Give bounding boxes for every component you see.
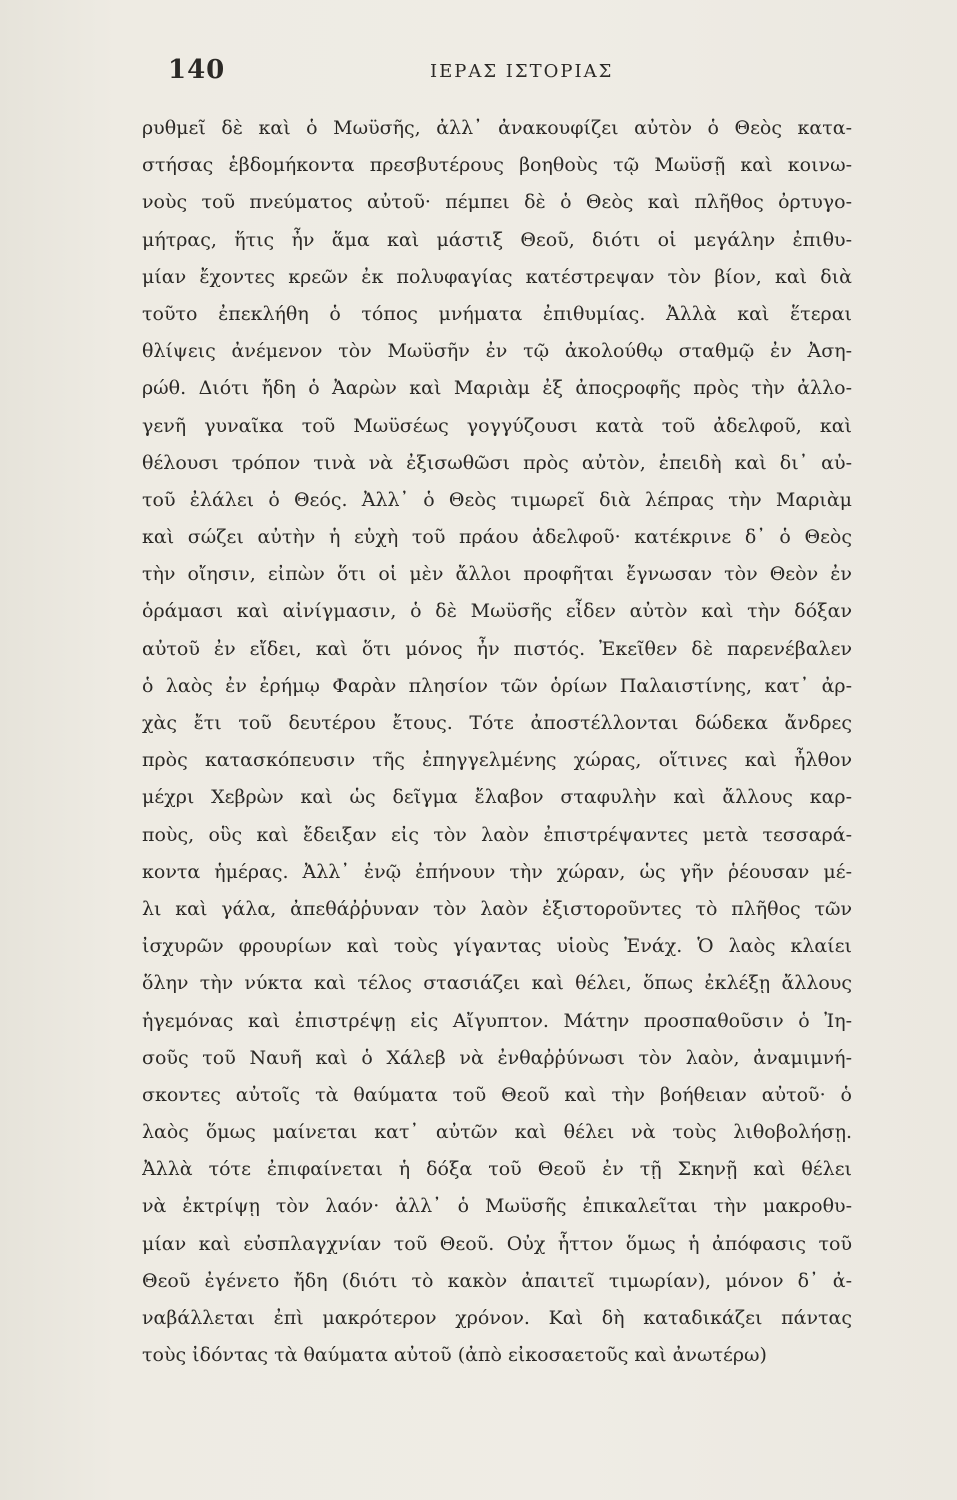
text-line: τοῦτο ἐπεκλήθη ὁ τόπος μνήματα ἐπιθυμίας. Ἀλλὰ καὶ ἕτεραι (142, 302, 852, 325)
text-line: κοντα ἡμέρας. Ἀλλ᾽ ἐνῷ ἐπήνουν τὴν χώραν, ὡς γῆν ῥέουσαν μέ- (142, 860, 852, 883)
text-line: αὐτοῦ ἐν εἴδει, καὶ ὅτι μόνος ἦν πιστός. Ἐκεῖθεν δὲ παρενέβαλεν (142, 637, 852, 660)
text-line: Θεοῦ ἐγένετο ἤδη (διότι τὸ κακὸν ἀπαιτεῖ τιμωρίαν), μόνον δ᾽ ἀ- (142, 1269, 852, 1292)
text-line: θλίψεις ἀνέμενον τὸν Μωϋσῆν ἐν τῷ ἀκολούθῳ σταθμῷ ἐν Ἀση- (142, 340, 852, 363)
text-line: νὰ ἐκτρίψῃ τὸν λαόν· ἀλλ᾽ ὁ Μωϋσῆς ἐπικαλεῖται τὴν μακροθυ- (142, 1195, 852, 1218)
text-line: θέλουσι τρόπον τινὰ νὰ ἐξισωθῶσι πρὸς αὐτὸν, ἐπειδὴ καὶ δι᾽ αὐ- (142, 451, 852, 474)
text-line: τὴν οἴησιν, εἰπὼν ὅτι οἱ μὲν ἄλλοι προφῆται ἔγνωσαν τὸν Θεὸν ἐν (142, 563, 852, 586)
running-head (168, 55, 878, 95)
text-line: σοῦς τοῦ Ναυῆ καὶ ὁ Χάλεβ νὰ ἐνθαῤῥύνωσι τὸν λαὸν, ἀναμιμνή- (142, 1046, 852, 1069)
text-line: μίαν καὶ εὐσπλαγχνίαν τοῦ Θεοῦ. Οὐχ ἧττον ὅμως ἡ ἀπόφασις τοῦ (142, 1232, 852, 1255)
text-line: καὶ σώζει αὐτὴν ἡ εὐχὴ τοῦ πράου ἀδελφοῦ· κατέκρινε δ᾽ ὁ Θεὸς (142, 526, 852, 549)
text-line: μίαν ἔχοντες κρεῶν ἐκ πολυφαγίας κατέστρεψαν τὸν βίον, καὶ διὰ (142, 265, 852, 288)
text-line: νοὺς τοῦ πνεύματος αὐτοῦ· πέμπει δὲ ὁ Θεὸς καὶ πλῆθος ὀρτυγο- (142, 191, 852, 214)
text-line: στήσας ἑβδομήκοντα πρεσβυτέρους βοηθοὺς τῷ Μωϋσῇ καὶ κοινω- (142, 154, 852, 177)
text-line: λαὸς ὅμως μαίνεται κατ᾽ αὐτῶν καὶ θέλει νὰ τοὺς λιθοβολήσῃ. (142, 1121, 852, 1144)
text-line: ὁ λαὸς ἐν ἐρήμῳ Φαρὰν πλησίον τῶν ὁρίων Παλαιστίνης, κατ᾽ ἀρ- (142, 674, 852, 697)
text-line: πρὸς κατασκόπευσιν τῆς ἐπηγγελμένης χώρας, οἵτινες καὶ ἦλθον (142, 749, 852, 772)
text-line: ὁράμασι καὶ αἰνίγμασιν, ὁ δὲ Μωϋσῆς εἶδεν αὐτὸν καὶ τὴν δόξαν (142, 600, 852, 623)
text-line: ρώθ. Διότι ἤδη ὁ Ἀαρὼν καὶ Μαριὰμ ἐξ ἀποςροφῆς πρὸς τὴν ἀλλο- (142, 377, 852, 400)
text-line: Ἀλλὰ τότε ἐπιφαίνεται ἡ δόξα τοῦ Θεοῦ ἐν τῇ Σκηνῇ καὶ θέλει (142, 1158, 852, 1181)
text-line: ναβάλλεται ἐπὶ μακρότερον χρόνον. Καὶ δὴ καταδικάζει πάντας (142, 1307, 852, 1329)
text-line: ἡγεμόνας καὶ ἐπιστρέψῃ εἰς Αἴγυπτον. Μάτην προσπαθοῦσιν ὁ Ἰη- (142, 1009, 852, 1032)
text-line: χὰς ἔτι τοῦ δευτέρου ἔτους. Τότε ἀποστέλλονται δώδεκα ἄνδρες (142, 712, 852, 734)
text-line: ὅλην τὴν νύκτα καὶ τέλος στασιάζει καὶ θέλει, ὅπως ἐκλέξῃ ἄλλους (142, 972, 852, 995)
text-line: ρυθμεῖ δὲ καὶ ὁ Μωϋσῆς, ἀλλ᾽ ἀνακουφίζει αὐτὸν ὁ Θεὸς κατα- (142, 117, 852, 139)
body-text (142, 110, 852, 1374)
running-title: ΙΕΡΑΣ ΙΣΤΟΡΙΑΣ (430, 61, 614, 82)
text-line: τοὺς ἰδόντας τὰ θαύματα αὐτοῦ (ἀπὸ εἰκοσαετοῦς καὶ ἀνωτέρω) (142, 1344, 767, 1367)
text-line: μήτρας, ἥτις ἦν ἅμα καὶ μάστιξ Θεοῦ, διότι οἱ μεγάλην ἐπιθυ- (142, 228, 852, 251)
text-line: ἰσχυρῶν φρουρίων καὶ τοὺς γίγαντας υἱοὺς Ἐνάχ. Ὁ λαὸς κλαίει (142, 935, 852, 958)
text-line: ποὺς, οὓς καὶ ἔδειξαν εἰς τὸν λαὸν ἐπιστρέψαντες μετὰ τεσσαρά- (142, 823, 852, 846)
text-line: λι καὶ γάλα, ἀπεθάῤῥυναν τὸν λαὸν ἐξιστοροῦντες τὸ πλῆθος τῶν (142, 897, 852, 920)
text-line: μέχρι Χεβρὼν καὶ ὡς δεῖγμα ἔλαβον σταφυλὴν καὶ ἄλλους καρ- (142, 786, 852, 809)
text-line: τοῦ ἐλάλει ὁ Θεός. Ἀλλ᾽ ὁ Θεὸς τιμωρεῖ διὰ λέπρας τὴν Μαριὰμ (142, 488, 852, 511)
text-line: γενῆ γυναῖκα τοῦ Μωϋσέως γογγύζουσι κατὰ τοῦ ἀδελφοῦ, καὶ (142, 414, 852, 437)
text-line: σκοντες αὐτοῖς τὰ θαύματα τοῦ Θεοῦ καὶ τὴν βοήθειαν αὐτοῦ· ὁ (142, 1083, 852, 1106)
page-number: 140 (168, 55, 226, 85)
